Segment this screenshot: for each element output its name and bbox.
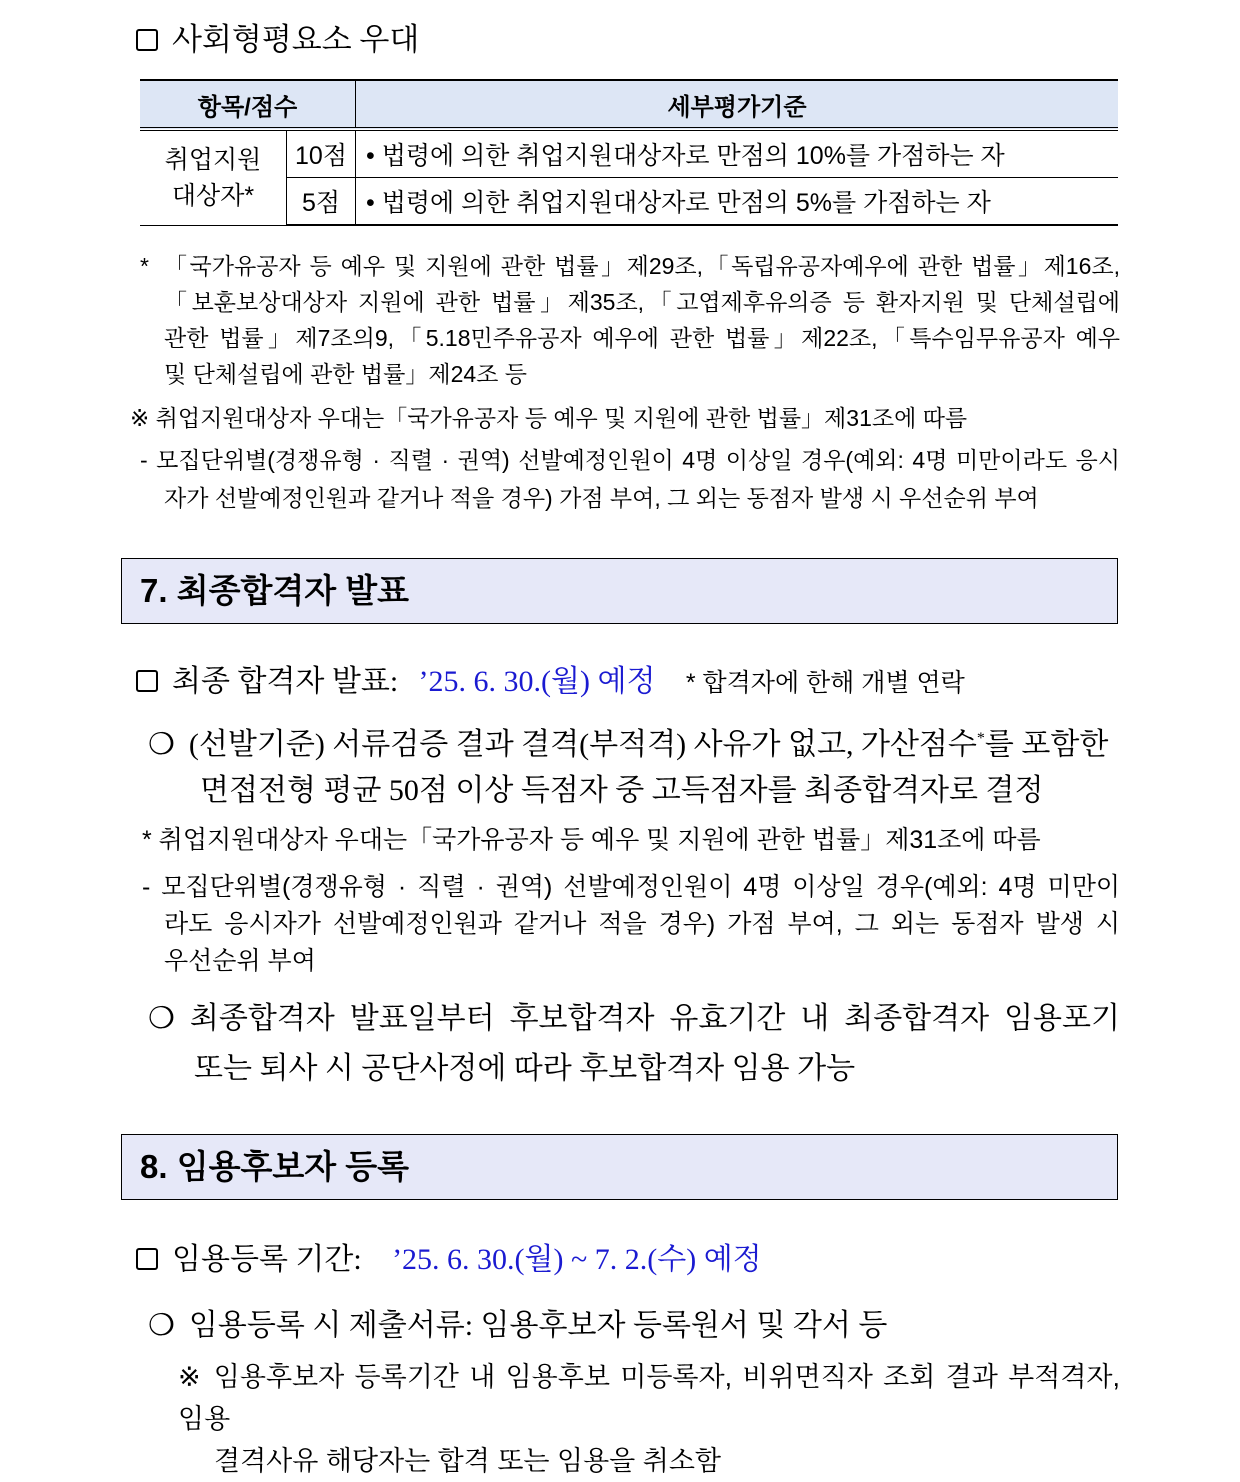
- square-box-icon: [136, 29, 158, 51]
- announcement-note: * 합격자에 한해 개별 연락: [685, 669, 965, 697]
- registration-label: 임용등록 기간:: [172, 1243, 362, 1276]
- reserve-line2: 또는 퇴사 시 공단사정에 따라 후보합격자 임용 가능: [194, 1052, 856, 1085]
- law-note-marker: *: [140, 253, 149, 279]
- announcement-date: ’25. 6. 30.(월) 예정: [418, 665, 656, 698]
- reserve-text1: 최종합격자 발표일부터 후보합격자 유효기간 내 최종합격자 임용포기: [189, 1002, 1120, 1035]
- reserve-line1: [148, 994, 1120, 1044]
- table-header-criteria: 세부평가기준: [356, 80, 1119, 129]
- category-line2: 대상자*: [171, 181, 255, 210]
- criteria-table: [140, 79, 1118, 226]
- selection-criteria: [148, 716, 1120, 814]
- circle-bullet-icon: ❍: [148, 1002, 175, 1035]
- table-criteria-cell: • 법령에 의한 취업지원대상자로 만점의 10%를 가점하는 자: [356, 129, 1119, 177]
- bonus-footnote-mark: *: [976, 730, 985, 747]
- selection-criteria-line1: [148, 716, 1120, 768]
- section7-dash-note: [142, 869, 1120, 980]
- registration-period-item: [136, 1234, 762, 1278]
- law-note-line: 「보훈보상대상자 지원에 관한 법률」제35조,「고엽제후유의증 등 환자지원 및 단체설립에: [164, 289, 1120, 315]
- social-equity-heading: [136, 14, 419, 59]
- category-line1: 취업지원: [164, 145, 262, 174]
- reference-note: ※ 취업지원대상자 우대는「국가유공자 등 예우 및 지원에 관한 법률」제31조에 따름: [130, 405, 968, 431]
- circle-bullet-icon: ❍: [148, 728, 175, 761]
- table-row: [140, 129, 1118, 177]
- dash-line3: 우선순위 부여: [164, 947, 316, 975]
- section-7-header: 7. 최종합격자 발표: [121, 558, 1118, 624]
- law-note-line: 「국가유공자 등 예우 및 지원에 관한 법률」제29조,「독립유공자예우에 관한 법률」제16조,: [164, 253, 1120, 279]
- square-box-icon: [136, 670, 158, 692]
- circle-bullet-icon: ❍: [148, 1309, 175, 1342]
- law-note-line: 및 단체설립에 관한 법률」제24조 등: [164, 361, 527, 387]
- required-documents-text: 임용등록 시 제출서류: 임용후보자 등록원서 및 각서 등: [188, 1309, 888, 1342]
- section-8-header: 8. 임용후보자 등록: [121, 1134, 1118, 1200]
- announcement-label: 최종 합격자 발표:: [172, 665, 399, 698]
- dash-note: [140, 441, 1120, 517]
- table-criteria-cell: • 법령에 의한 취업지원대상자로 만점의 5%를 가점하는 자: [356, 177, 1119, 225]
- dash-line2: 라도 응시자가 선발예정인원과 같거나 적을 경우) 가점 부여, 그 외는 동점자 발생 시: [164, 910, 1120, 938]
- preference-note: * 취업지원대상자 우대는「국가유공자 등 예우 및 지원에 관한 법률」제31조에 따름: [142, 826, 1041, 854]
- cancellation-line2: 결격사유 해당자는 합격 또는 임용을 취소함: [214, 1446, 721, 1476]
- cancellation-line1: ※ 임용후보자 등록기간 내 임용후보 미등록자, 비위면직자 조회 결과 부적격자, 임용: [178, 1362, 1120, 1434]
- required-documents: [148, 1300, 887, 1344]
- table-category-cell: [140, 129, 287, 225]
- registration-date: ’25. 6. 30.(월) ~ 7. 2.(수) 예정: [392, 1243, 762, 1276]
- reserve-candidate-item: [148, 994, 1120, 1094]
- law-note-line: 관한 법률」제7조의9,「5.18민주유공자 예우에 관한 법률」제22조,「특수임무유공자 예우: [164, 325, 1120, 351]
- social-equity-heading-text: 사회형평요소 우대: [172, 22, 420, 57]
- square-box-icon: [136, 1248, 158, 1270]
- table-points-cell: 10점: [287, 129, 356, 177]
- dash-note-line1: - 모집단위별(경쟁유형 · 직렬 · 권역) 선발예정인원이 4명 이상일 경우(예외: 4명 미만이라도 응시: [140, 447, 1120, 473]
- selection-criteria-line2: 면접전형 평균 50점 이상 득점자 중 고득점자를 최종합격자로 결정: [200, 774, 1044, 807]
- law-note: [140, 248, 1120, 392]
- table-row: [140, 177, 1118, 225]
- dash-line1: - 모집단위별(경쟁유형 · 직렬 · 권역) 선발예정인원이 4명 이상일 경우(예외: 4명 미만이: [142, 873, 1120, 901]
- selection-criteria-text-b: 를 포함한: [984, 728, 1109, 761]
- table-header-item: 항목/점수: [140, 80, 356, 129]
- announcement-item: [136, 656, 965, 700]
- cancellation-note: [178, 1356, 1120, 1482]
- table-points-cell: 5점: [287, 177, 356, 225]
- dash-note-line2: 자가 선발예정인원과 같거나 적을 경우) 가점 부여, 그 외는 동점자 발생 시 우선순위 부여: [164, 485, 1039, 511]
- selection-criteria-text-a: (선발기준) 서류검증 결과 결격(부적격) 사유가 없고, 가산점수: [188, 728, 977, 761]
